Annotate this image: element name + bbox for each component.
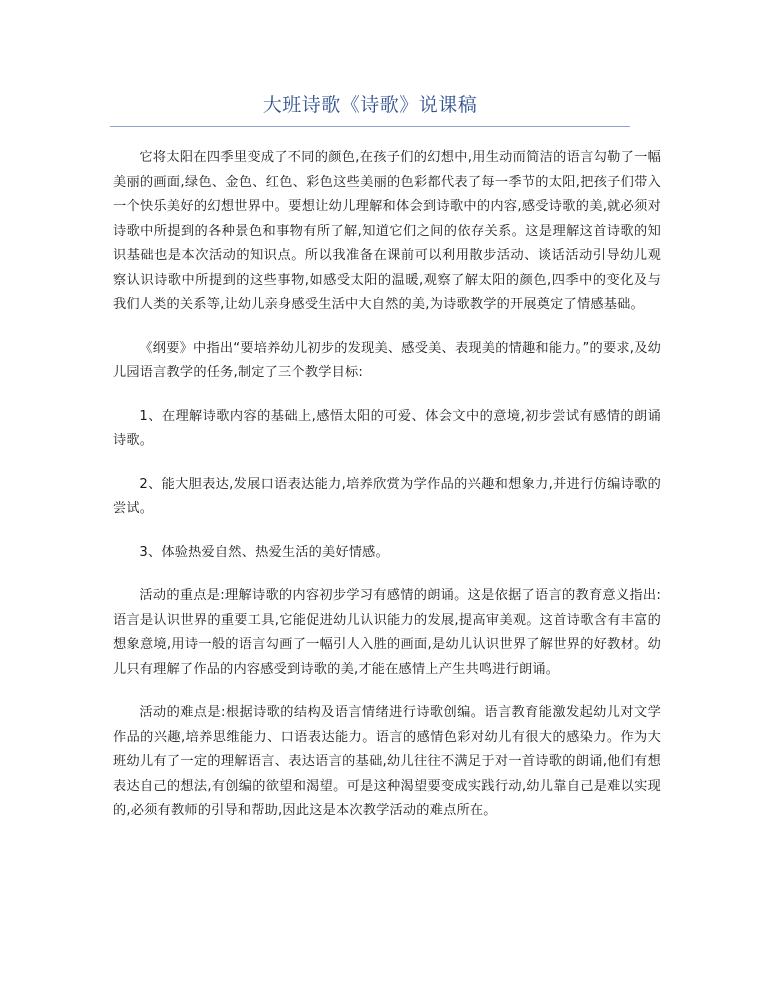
paragraph-goal-1: 1、在理解诗歌内容的基础上,感悟太阳的可爱、体会文中的意境,初步尝试有感情的朗诵诗歌。 (113, 408, 661, 448)
paragraph-goal-3: 3、体验热爱自然、热爱生活的美好情感。 (139, 544, 389, 560)
title-underline (110, 126, 630, 127)
paragraph-goals-intro: 《纲要》中指出“要培养幼儿初步的发现美、感受美、表现美的情趣和能力。”的要求,及幼儿园语言教学的任务,制定了三个教学目标: (113, 340, 661, 380)
document-body (113, 146, 661, 843)
document-title: 大班诗歌《诗歌》说课稿 (262, 94, 478, 116)
paragraph-intro: 它将太阳在四季里变成了不同的颜色,在孩子们的幻想中,用生动而简洁的语言勾勒了一幅美丽的画面,绿色、金色、红色、彩色这些美丽的色彩都代表了每一季节的太阳,把孩子们带入一个快乐美好的幻想世界中。要想让幼儿理解和体会到诗歌中的内容,感受诗歌的美,就必须对诗歌中所提到的各种景色和事物有所了解,知道它们之间的依存关系。这是理解这首诗歌的知识基础也是本次活动的知识点。所以我准备在课前可以利用散步活动、谈话活动引导幼儿观察认识诗歌中所提到的这些事物,如感受太阳的温暖,观察了解太阳的颜色,四季中的变化及与我们人类的关系等,让幼儿亲身感受生活中大自然的美,为诗歌教学的开展奠定了情感基础。 (113, 150, 661, 312)
paragraph-difficulty: 活动的难点是:根据诗歌的结构及语言情绪进行诗歌创编。语言教育能激发起幼儿对文学作品的兴趣,培养思维能力、口语表达能力。语言的感情色彩对幼儿有很大的感染力。作为大班幼儿有了一定的理解语言、表达语言的基础,幼儿往往不满足于对一首诗歌的朗诵,他们有想表达自己的想法,有创编的欲望和渴望。可是这种渴望要变成实践行动,幼儿靠自己是难以实现的,必须有教师的引导和帮助,因此这是本次教学活动的难点所在。 (113, 705, 661, 818)
paragraph-key-point: 活动的重点是:理解诗歌的内容初步学习有感情的朗诵。这是依据了语言的教育意义指出:语言是认识世界的重要工具,它能促进幼儿认识能力的发展,提高审美观。这首诗歌含有丰富的想象意境,用诗一般的语言勾画了一幅引人入胜的画面,是幼儿认识世界了解世界的好教材。幼儿只有理解了作品的内容感受到诗歌的美,才能在感情上产生共鸣进行朗诵。 (113, 588, 661, 677)
paragraph-goal-2: 2、能大胆表达,发展口语表达能力,培养欣赏为学作品的兴趣和想象力,并进行仿编诗歌的尝试。 (113, 476, 661, 516)
